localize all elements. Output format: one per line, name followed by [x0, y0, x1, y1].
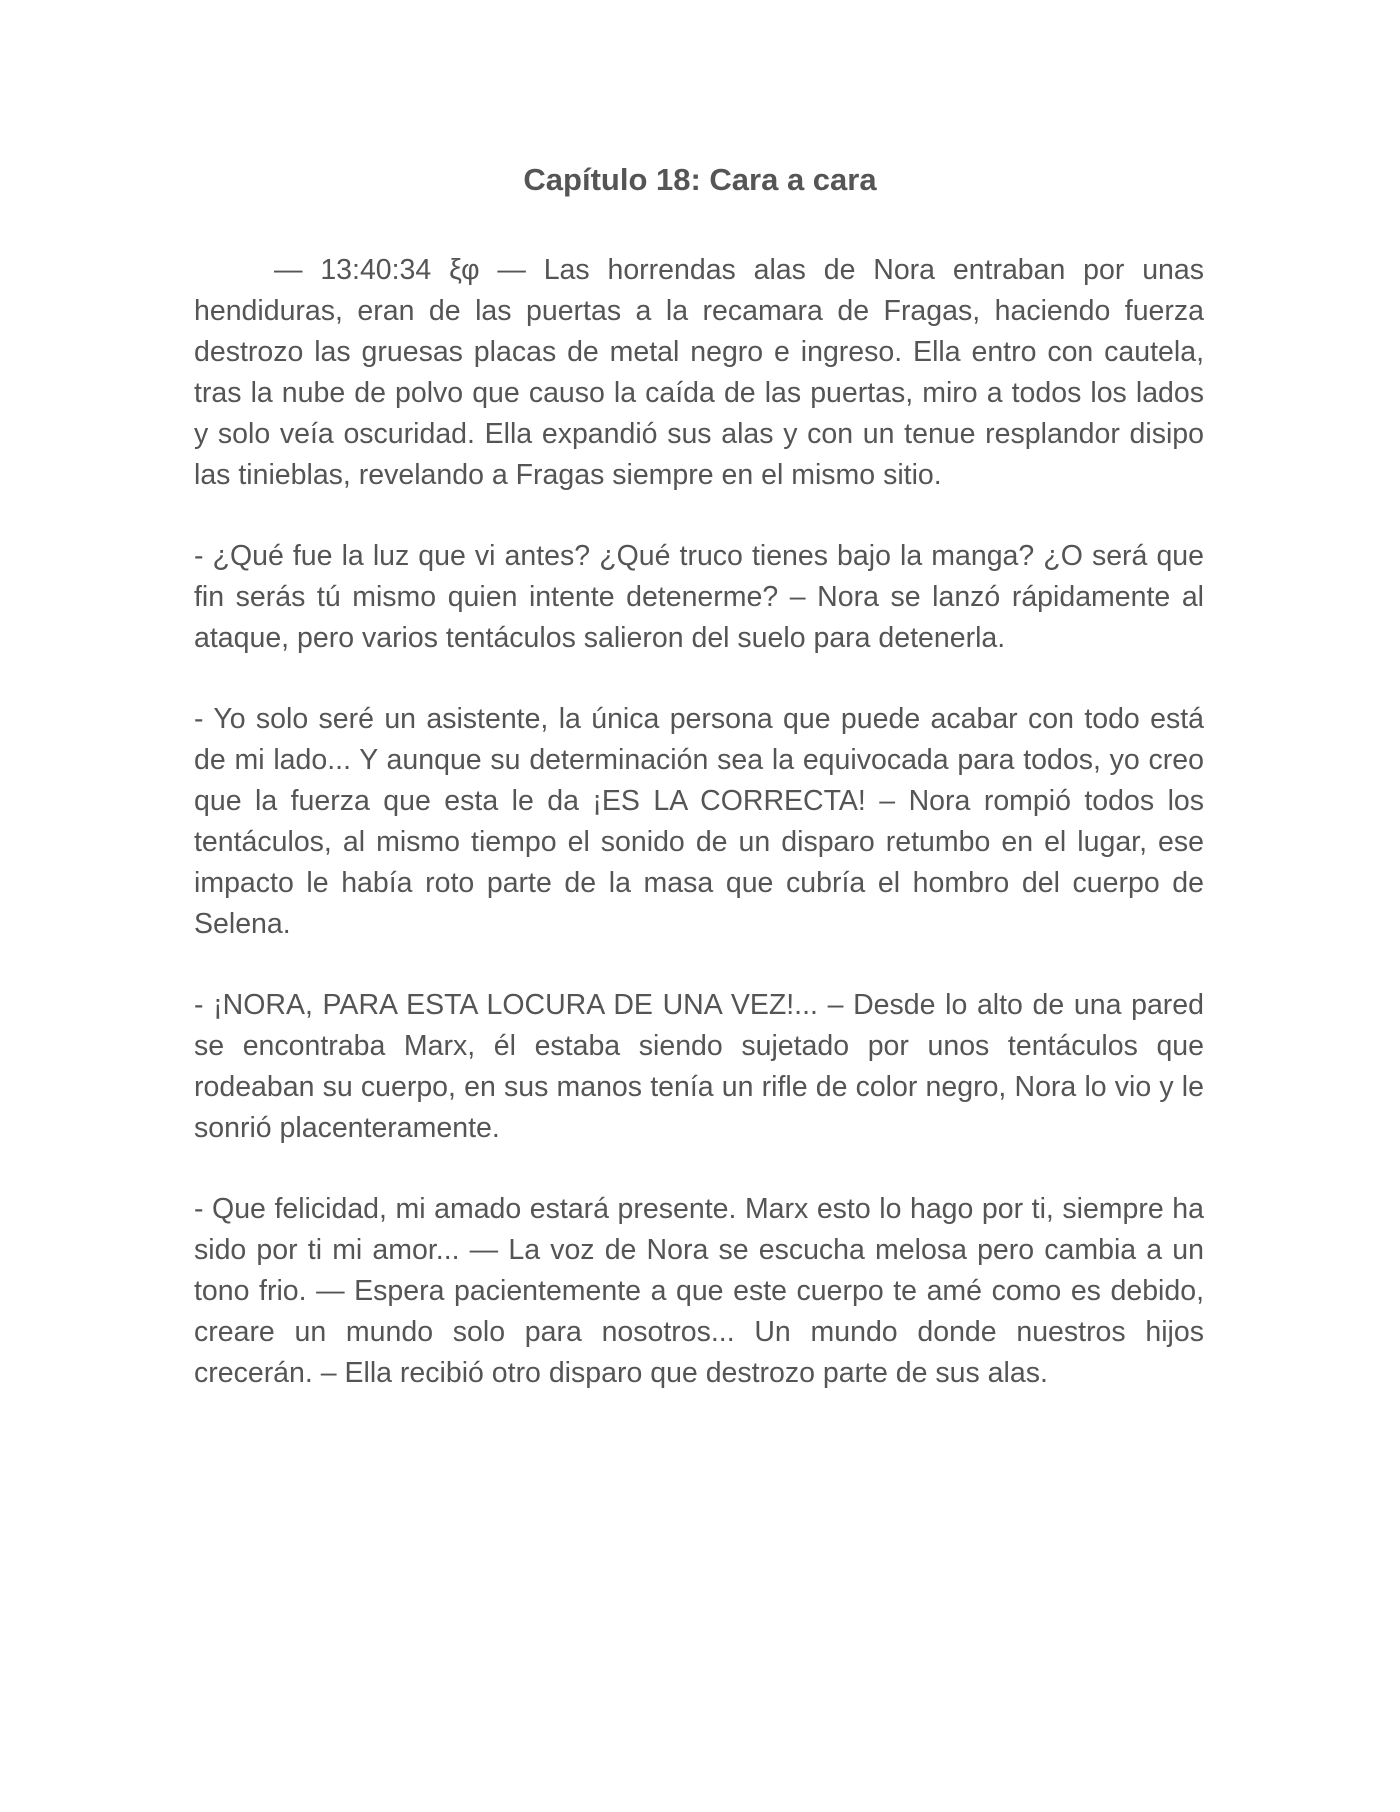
chapter-title: Capítulo 18: Cara a cara — [523, 162, 877, 197]
paragraph: - Que felicidad, mi amado estará presente. Marx esto lo hago por ti, siempre ha sido por ti mi amor... — La voz de Nora se escucha melosa pero cambia a un tono frio. — Espera pacientemente a que este cuerpo te amé como es debido, creare un mundo solo para nosotros... Un mundo donde nuestros hijos crecerán. – Ella recibió otro disparo que destrozo parte de sus alas. — [194, 1193, 1204, 1389]
paragraph: — 13:40:34 ξφ — Las horrendas alas de Nora entraban por unas hendiduras, eran de las puertas a la recamara de Fragas, haciendo fuerza destrozo las gruesas placas de metal negro e ingreso. Ella entro con cautela, tras la nube de polvo que causo la caída de las puertas, miro a todos los lados y solo veía oscuridad. Ella expandió sus alas y con un tenue resplandor disipo las tinieblas, revelando a Fragas siempre en el mismo sitio. — [194, 254, 1204, 491]
paragraph: - ¿Qué fue la luz que vi antes? ¿Qué truco tienes bajo la manga? ¿O será que fin serás tú mismo quien intente detenerme? – Nora se lanzó rápidamente al ataque, pero varios tentáculos salieron del suelo para detenerla. — [194, 540, 1204, 654]
chapter-body — [194, 250, 1204, 1434]
paragraph: - ¡NORA, PARA ESTA LOCURA DE UNA VEZ!... – Desde lo alto de una pared se encontraba Marx, él estaba siendo sujetado por unos tentáculos que rodeaban su cuerpo, en sus manos tenía un rifle de color negro, Nora lo vio y le sonrió placenteramente. — [194, 989, 1204, 1144]
paragraph: - Yo solo seré un asistente, la única persona que puede acabar con todo está de mi lado... Y aunque su determinación sea la equivocada para todos, yo creo que la fuerza que esta le da ¡ES LA CORRECTA! – Nora rompió todos los tentáculos, al mismo tiempo el sonido de un disparo retumbo en el lugar, ese impacto le había roto parte de la masa que cubría el hombro del cuerpo de Selena. — [194, 703, 1204, 940]
